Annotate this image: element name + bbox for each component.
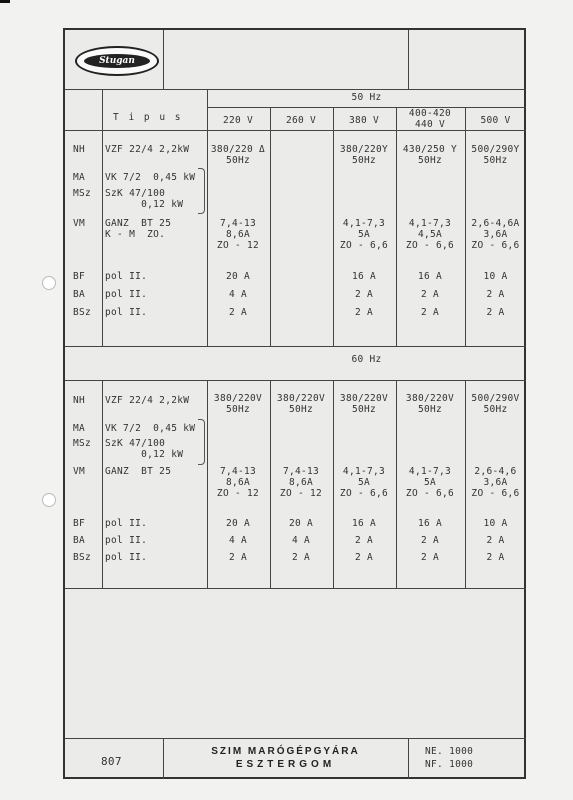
- cell-nh-440: 430/250 Y 50Hz: [402, 144, 458, 166]
- cell-bf-60-440: 16 A: [417, 518, 443, 529]
- voltage-header-500: 500 V: [480, 115, 511, 126]
- reference-nf: NF. 1000: [425, 759, 474, 770]
- cell-nh-60-260: 380/220V 50Hz: [276, 393, 326, 415]
- row-code-nh-60: NH: [73, 395, 86, 406]
- voltage-header-380: 380 V: [348, 115, 380, 126]
- freq-under-line: [207, 107, 526, 108]
- cell-bsz-60-380: 2 A: [354, 552, 374, 563]
- row-type-vm-60: GANZ BT 25: [105, 466, 172, 477]
- row-code-ba: BA: [73, 289, 86, 300]
- cell-nh-220: 380/220 Δ 50Hz: [210, 144, 266, 166]
- cell-bsz-500: 2 A: [486, 307, 505, 318]
- cell-bf-380: 16 A: [351, 271, 377, 282]
- cell-vm-60-220: 7,4-13 8,6A ZO - 12: [216, 466, 260, 499]
- row-type-bf: pol II.: [105, 271, 148, 282]
- cell-ba-500: 2 A: [486, 289, 505, 300]
- header-divider-1: [163, 30, 164, 89]
- company-logo: [75, 46, 159, 76]
- page-edge-mark: [0, 0, 10, 3]
- company-name: SZIM MARÓGÉPGYÁRA: [211, 746, 360, 757]
- row-type-bsz-60: pol II.: [105, 552, 148, 563]
- cell-ba-60-500: 2 A: [486, 535, 505, 546]
- freq-50-header: 50 Hz: [351, 92, 382, 103]
- page-number: 807: [101, 755, 122, 768]
- cell-vm-500: 2,6-4,6A 3,6A ZO - 6,6: [471, 218, 520, 251]
- cell-vm-440: 4,1-7,3 4,5A ZO - 6,6: [405, 218, 455, 251]
- row-code-bsz: BSz: [73, 307, 92, 318]
- type-column-header: T i p u s: [113, 112, 183, 123]
- cell-bf-60-260: 20 A: [288, 518, 314, 529]
- cell-bsz-60-260: 2 A: [291, 552, 311, 563]
- cell-ba-60-260: 4 A: [291, 535, 311, 546]
- cell-bsz-60-440: 2 A: [420, 552, 440, 563]
- cell-bsz-440: 2 A: [420, 307, 440, 318]
- code-col-line-upper: [102, 89, 103, 346]
- logo-text: Stugan: [84, 54, 150, 68]
- cell-bsz-380: 2 A: [354, 307, 374, 318]
- cell-nh-60-220: 380/220V 50Hz: [213, 393, 263, 415]
- cell-ba-220: 4 A: [228, 289, 248, 300]
- motor-group-bracket: [198, 168, 205, 214]
- row-code-bf: BF: [73, 271, 86, 282]
- cell-bsz-220: 2 A: [228, 307, 248, 318]
- cell-vm-60-440: 4,1-7,3 5A ZO - 6,6: [405, 466, 455, 499]
- row-type-ba: pol II.: [105, 289, 148, 300]
- col-line-1-upper: [270, 107, 271, 346]
- cell-bf-440: 16 A: [417, 271, 443, 282]
- row-type-msz-60: SzK 47/100 0,12 kW: [105, 438, 184, 460]
- footer-top-line: [65, 738, 526, 739]
- band-bottom-line: [65, 380, 526, 381]
- cell-nh-380: 380/220Y 50Hz: [339, 144, 389, 166]
- cell-ba-60-380: 2 A: [354, 535, 374, 546]
- cell-nh-500: 500/290Y 50Hz: [471, 144, 520, 166]
- row-type-msz: SzK 47/100 0,12 kW: [105, 188, 184, 210]
- cell-bf-60-500: 10 A: [483, 518, 508, 529]
- voltage-header-220: 220 V: [222, 115, 254, 126]
- voltage-header-260: 260 V: [285, 115, 317, 126]
- motor-group-bracket-60: [198, 419, 205, 465]
- cell-ba-440: 2 A: [420, 289, 440, 300]
- header-divider-2: [408, 30, 409, 89]
- head-bottom-line: [65, 130, 526, 131]
- cell-nh-60-500: 500/290V 50Hz: [471, 393, 520, 415]
- footer-divider-2: [408, 738, 409, 779]
- cell-ba-60-440: 2 A: [420, 535, 440, 546]
- row-code-ba-60: BA: [73, 535, 86, 546]
- band-top-line: [65, 346, 526, 347]
- cell-bf-60-220: 20 A: [225, 518, 251, 529]
- row-type-nh: VZF 22/4 2,2kW: [105, 144, 190, 155]
- punch-hole-bottom: [42, 493, 56, 507]
- header-bottom-line: [65, 89, 526, 90]
- row-code-msz-60: MSz: [73, 438, 92, 449]
- cell-bf-220: 20 A: [225, 271, 251, 282]
- cell-bsz-60-220: 2 A: [228, 552, 248, 563]
- cell-vm-220: 7,4-13 8,6A ZO - 12: [216, 218, 260, 251]
- cell-nh-60-440: 380/220V 50Hz: [405, 393, 455, 415]
- cell-vm-60-500: 2,6-4,6 3,6A ZO - 6,6: [471, 466, 520, 499]
- row-code-ma: MA: [73, 172, 86, 183]
- row-type-bf-60: pol II.: [105, 518, 148, 529]
- cell-bsz-60-500: 2 A: [486, 552, 505, 563]
- company-city: ESZTERGOM: [235, 759, 336, 770]
- cell-ba-380: 2 A: [354, 289, 374, 300]
- row-code-ma-60: MA: [73, 423, 86, 434]
- row-code-nh: NH: [73, 144, 86, 155]
- row-code-bf-60: BF: [73, 518, 86, 529]
- voltage-header-400-440: 400-420 440 V: [408, 108, 452, 130]
- row-type-nh-60: VZF 22/4 2,2kW: [105, 395, 190, 406]
- cell-vm-380: 4,1-7,3 5A ZO - 6,6: [339, 218, 389, 251]
- cell-bf-500: 10 A: [483, 271, 508, 282]
- row-type-vm: GANZ BT 25 K - M ZO.: [105, 218, 172, 240]
- row-code-vm: VM: [73, 218, 86, 229]
- row-code-bsz-60: BSz: [73, 552, 92, 563]
- table-bottom-line: [65, 588, 526, 589]
- cell-bf-60-380: 16 A: [351, 518, 377, 529]
- row-type-ma-60: VK 7/2 0,45 kW: [105, 423, 196, 434]
- cell-vm-60-380: 4,1-7,3 5A ZO - 6,6: [339, 466, 389, 499]
- reference-ne: NE. 1000: [425, 746, 474, 757]
- row-type-bsz: pol II.: [105, 307, 148, 318]
- cell-ba-60-220: 4 A: [228, 535, 248, 546]
- punch-hole-top: [42, 276, 56, 290]
- cell-vm-60-260: 7,4-13 8,6A ZO - 12: [279, 466, 323, 499]
- cell-nh-60-380: 380/220V 50Hz: [339, 393, 389, 415]
- row-type-ma: VK 7/2 0,45 kW: [105, 172, 196, 183]
- row-code-vm-60: VM: [73, 466, 86, 477]
- row-type-ba-60: pol II.: [105, 535, 148, 546]
- code-col-line-lower: [102, 380, 103, 588]
- freq-60-header: 60 Hz: [351, 354, 382, 365]
- row-code-msz: MSz: [73, 188, 92, 199]
- document-sheet: [63, 28, 526, 779]
